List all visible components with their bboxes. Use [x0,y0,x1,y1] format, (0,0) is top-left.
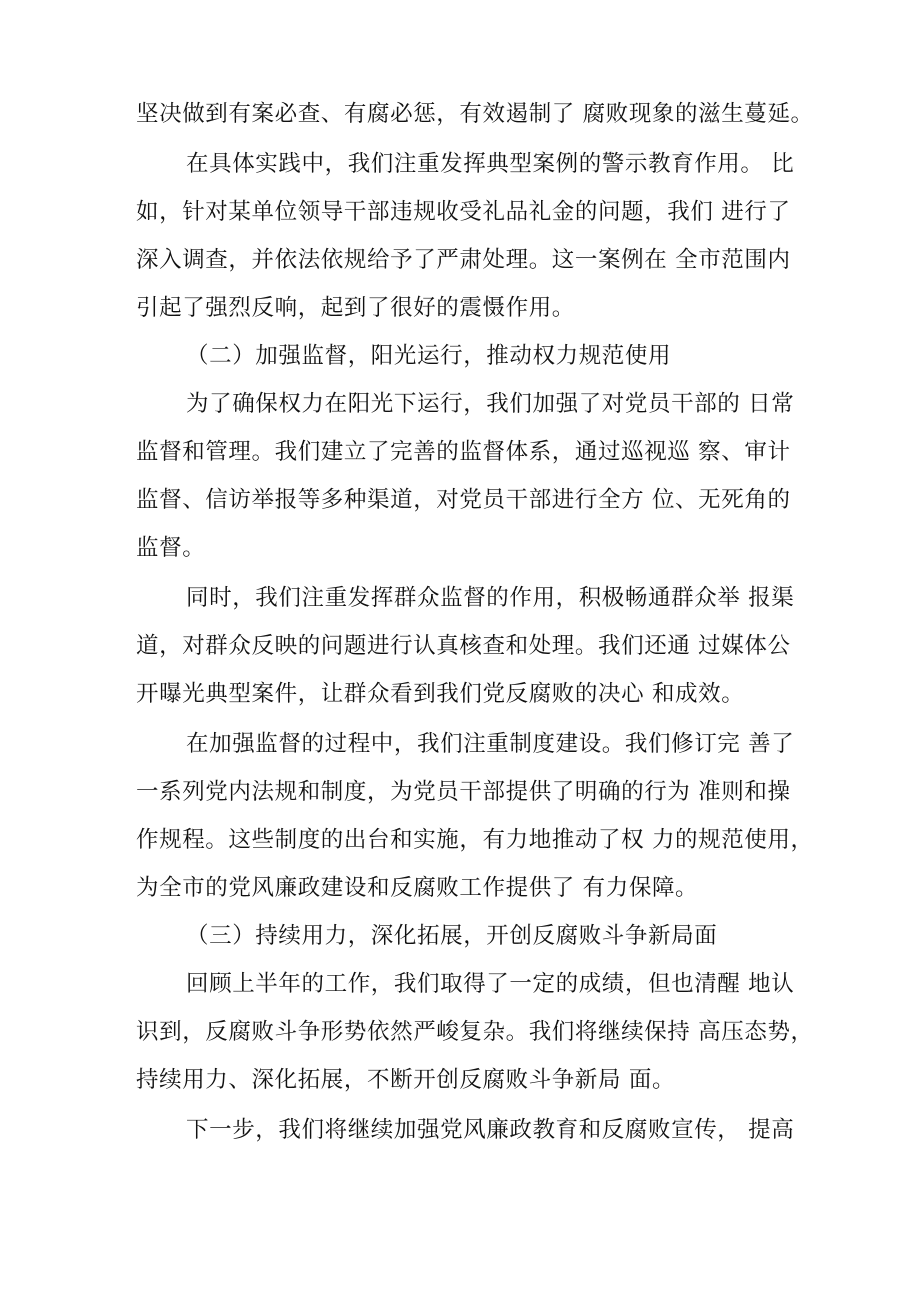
section-heading: （三）持续用力，深化拓展，开创反腐败斗争新局面 [186,923,718,949]
body-text-line: 下一步，我们将继续加强党风廉政教育和反腐败宣传， 提高 [186,1117,795,1143]
body-text-line: 为了确保权力在阳光下运行，我们加强了对党员干部的 日常 [186,391,795,417]
body-text-line: 道，对群众反映的问题进行认真核查和处理。我们还通 过媒体公 [136,633,791,659]
body-text-line: 开曝光典型案件，让群众看到我们党反腐败的决心 和成效。 [136,681,745,707]
body-text-line: 监督和管理。我们建立了完善的监督体系，通过巡视巡 察、审计 [136,439,791,465]
body-text-line: 识到，反腐败斗争形势依然严峻复杂。我们将继续保持 高压态势， [136,1019,814,1045]
body-text-line: 坚决做到有案必查、有腐必惩，有效遏制了 腐败现象的滋生蔓延。 [136,101,814,127]
body-text-line: 一系列党内法规和制度，为党员干部提供了明确的行为 准则和操 [136,779,791,805]
body-text-line: 作规程。这些制度的出台和实施，有力地推动了权 力的规范使用， [136,827,814,853]
body-text-line: 在加强监督的过程中，我们注重制度建设。我们修订完 善了 [186,731,795,757]
body-text-line: 监督。 [136,535,206,561]
body-text-line: 引起了强烈反响，起到了很好的震慑作用。 [136,295,575,321]
body-text-line: 持续用力、深化拓展，不断开创反腐败斗争新局 面。 [136,1067,676,1093]
body-text-line: 为全市的党风廉政建设和反腐败工作提供了 有力保障。 [136,875,699,901]
body-text-line: 深入调查，并依法依规给予了严肃处理。这一案例在 全市范围内 [136,247,791,273]
body-text-line: 同时，我们注重发挥群众监督的作用，积极畅通群众举 报渠 [186,585,795,611]
body-text-line: 在具体实践中，我们注重发挥典型案例的警示教育作用。 比 [186,151,795,177]
section-heading: （二）加强监督，阳光运行，推动权力规范使用 [186,343,672,369]
body-text-line: 监督、信访举报等多种渠道，对党员干部进行全方 位、无死角的 [136,487,791,513]
body-text-line: 回顾上半年的工作，我们取得了一定的成绩，但也清醒 地认 [186,971,795,997]
body-text-line: 如，针对某单位领导干部违规收受礼品礼金的问题，我们 进行了 [136,199,791,225]
